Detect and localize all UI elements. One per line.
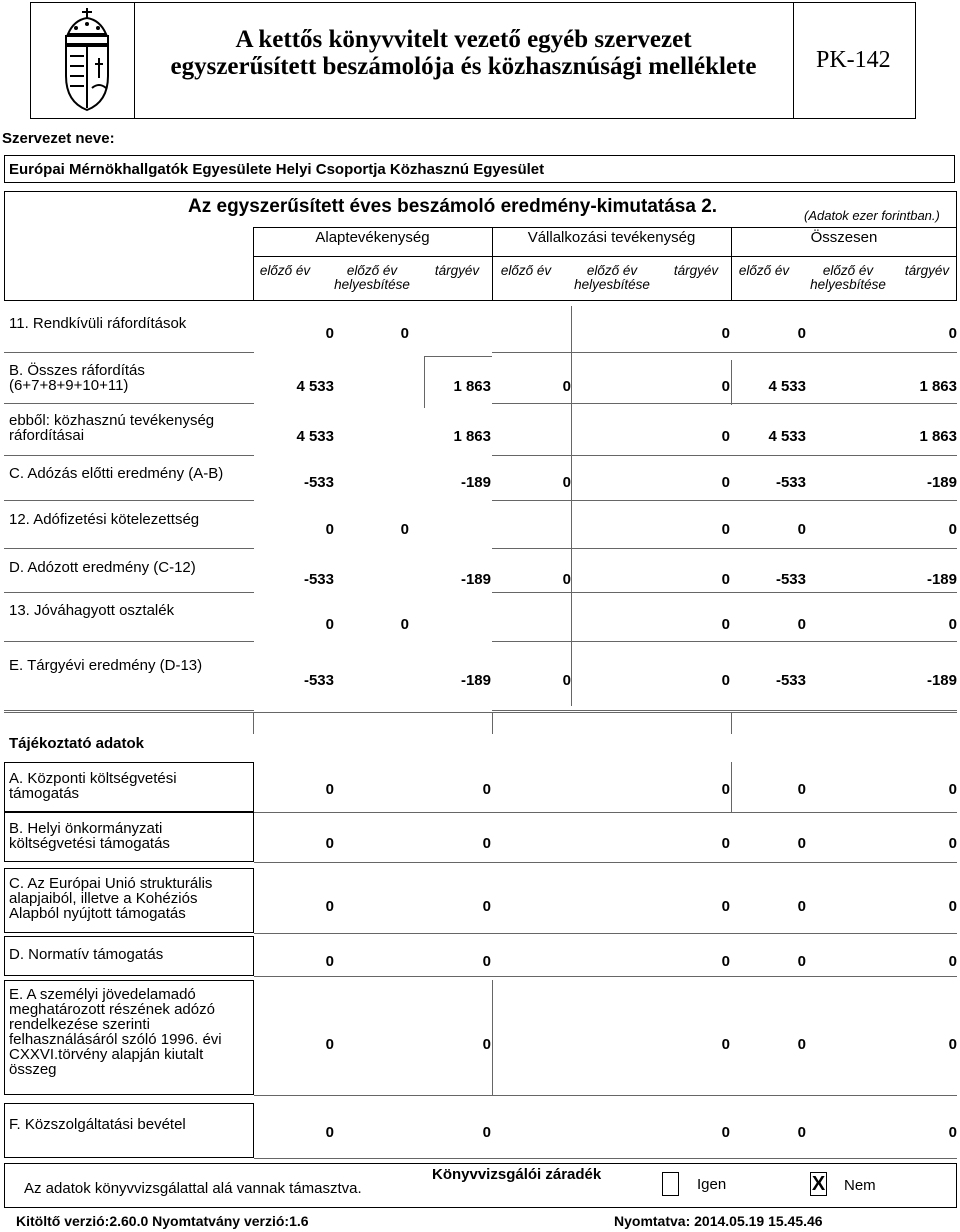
- info-row-value[interactable]: 0: [948, 1124, 957, 1141]
- row-value[interactable]: -533: [303, 672, 334, 689]
- audit-statement: Az adatok könyvvizsgálattal alá vannak támasztva.: [24, 1180, 362, 1197]
- info-row-value[interactable]: 0: [797, 835, 806, 852]
- row-separator: [4, 403, 254, 404]
- group-osszesen: Összesen: [810, 229, 878, 246]
- row-separator: [4, 548, 254, 549]
- info-row-value[interactable]: 0: [482, 781, 491, 798]
- row-value[interactable]: 0: [948, 521, 957, 538]
- info-row-value[interactable]: 0: [797, 1036, 806, 1053]
- col-curr-1: tárgyév: [434, 263, 480, 278]
- info-row-value[interactable]: 0: [797, 898, 806, 915]
- row-value[interactable]: 0: [948, 325, 957, 342]
- row-separator: [4, 641, 254, 642]
- checkbox-igen[interactable]: [662, 1172, 679, 1196]
- info-row-label: B. Helyi önkormányzati költségvetési támogatás: [9, 820, 170, 852]
- row-value[interactable]: -533: [775, 571, 806, 588]
- row-value[interactable]: 0: [325, 521, 334, 538]
- row-value[interactable]: 0: [797, 325, 806, 342]
- row-value[interactable]: 0: [721, 378, 730, 395]
- row-value[interactable]: -189: [926, 571, 957, 588]
- row-value[interactable]: 0: [948, 616, 957, 633]
- col-curr-3: tárgyév: [904, 263, 950, 278]
- group-alaptevekenyseg: Alaptevékenység: [315, 229, 430, 246]
- info-row-value[interactable]: 0: [948, 1036, 957, 1053]
- info-row-value[interactable]: 0: [797, 1124, 806, 1141]
- audit-title: Könyvvizsgálói záradék: [432, 1166, 602, 1183]
- row-value[interactable]: 0: [562, 672, 571, 689]
- info-row-value[interactable]: 0: [325, 953, 334, 970]
- row-value[interactable]: 4 533: [768, 428, 806, 445]
- row-value[interactable]: -189: [460, 672, 491, 689]
- info-row-value[interactable]: 0: [948, 898, 957, 915]
- info-row-value[interactable]: 0: [482, 953, 491, 970]
- info-row-separator: [254, 933, 957, 934]
- x-mark-icon: X: [811, 1173, 826, 1195]
- info-row-value[interactable]: 0: [721, 835, 730, 852]
- row-value[interactable]: 0: [797, 616, 806, 633]
- footer-version: Kitöltő verzió:2.60.0 Nyomtatvány verzió:1.6: [16, 1213, 309, 1229]
- col-prev-2: előző év: [500, 263, 552, 278]
- row-value[interactable]: 0: [562, 571, 571, 588]
- info-row-value[interactable]: 0: [482, 1036, 491, 1053]
- col-corr-1: előző év helyesbítése: [334, 263, 410, 292]
- row-separator: [492, 548, 957, 549]
- row-value[interactable]: 0: [721, 571, 730, 588]
- row-value[interactable]: 0: [721, 325, 730, 342]
- row-value[interactable]: 0: [325, 325, 334, 342]
- unit-note: (Adatok ezer forintban.): [804, 208, 940, 223]
- row-value[interactable]: 0: [721, 672, 730, 689]
- info-row-value[interactable]: 0: [797, 781, 806, 798]
- row-value[interactable]: 0: [400, 521, 409, 538]
- row-value[interactable]: 4 533: [296, 428, 334, 445]
- section-title: Az egyszerűsített éves beszámoló eredmény-kimutatása 2.: [188, 196, 718, 217]
- row-label: 12. Adófizetési kötelezettség: [9, 511, 200, 528]
- row-separator: [492, 500, 957, 501]
- info-row-value[interactable]: 0: [948, 781, 957, 798]
- form-title-line2: egyszerűsített beszámolója és közhasznúsági melléklete: [170, 53, 757, 80]
- info-row-separator: [254, 862, 957, 863]
- info-row-label: A. Központi költségvetési támogatás: [9, 770, 177, 802]
- nem-label: Nem: [844, 1177, 876, 1194]
- footer-printed: Nyomtatva: 2014.05.19 15.45.46: [614, 1213, 823, 1229]
- col-prev-1: előző év: [259, 263, 311, 278]
- info-row-value[interactable]: 0: [325, 1124, 334, 1141]
- row-separator: [492, 710, 957, 711]
- info-title: Tájékoztató adatok: [9, 735, 145, 752]
- info-row-label: D. Normatív támogatás: [9, 946, 164, 963]
- row-label: ebből: közhasznú tevékenység ráfordításai: [9, 412, 215, 444]
- row-value[interactable]: 0: [797, 521, 806, 538]
- info-row-label: E. A személyi jövedelamadó meghatározott részének adózó rendelkezése szerinti felhasználásáról szóló 1996. évi CXXVI.törvény alapján kiutalt összeg: [9, 986, 222, 1078]
- row-value[interactable]: 0: [721, 616, 730, 633]
- org-name: Európai Mérnökhallgatók Egyesülete Helyi Csoportja Közhasznú Egyesület: [9, 161, 545, 178]
- form-title: [136, 26, 791, 80]
- info-row-label: C. Az Európai Unió strukturális alapjaiból, illetve a Kohéziós Alapból nyújtott támogatás: [9, 875, 213, 922]
- row-label: 13. Jóváhagyott osztalék: [9, 602, 175, 619]
- row-separator: [492, 455, 957, 456]
- row-value[interactable]: 1 863: [919, 378, 957, 395]
- group-vallalkozasi: Vállalkozási tevékenység: [527, 229, 696, 246]
- row-value[interactable]: -533: [303, 474, 334, 491]
- row-value[interactable]: 1 863: [453, 378, 491, 395]
- row-separator: [492, 403, 957, 404]
- info-row-value[interactable]: 0: [482, 898, 491, 915]
- info-row-value[interactable]: 0: [948, 835, 957, 852]
- row-value[interactable]: -533: [303, 571, 334, 588]
- row-separator: [4, 710, 254, 711]
- row-label: 11. Rendkívüli ráfordítások: [9, 315, 187, 332]
- info-row-value[interactable]: 0: [325, 835, 334, 852]
- row-value[interactable]: 4 533: [768, 378, 806, 395]
- row-value[interactable]: 0: [562, 474, 571, 491]
- info-row-separator: [254, 1158, 957, 1159]
- info-row-value[interactable]: 0: [721, 1124, 730, 1141]
- col-corr-2: előző év helyesbítése: [574, 263, 650, 292]
- info-row-label: F. Közszolgáltatási bevétel: [9, 1116, 186, 1133]
- row-label: E. Tárgyévi eredmény (D-13): [9, 657, 203, 674]
- row-value[interactable]: 0: [325, 616, 334, 633]
- info-row-value[interactable]: 0: [325, 781, 334, 798]
- row-value[interactable]: -189: [926, 474, 957, 491]
- info-row-value[interactable]: 0: [721, 1036, 730, 1053]
- info-row-value[interactable]: 0: [721, 781, 730, 798]
- row-value[interactable]: 0: [562, 378, 571, 395]
- info-row-separator: [254, 812, 957, 813]
- row-separator: [492, 352, 957, 353]
- hungarian-coat-of-arms-icon: [56, 4, 118, 116]
- row-separator: [4, 352, 254, 353]
- info-row-value[interactable]: 0: [721, 953, 730, 970]
- row-separator: [492, 592, 957, 593]
- col-corr-3: előző év helyesbítése: [810, 263, 886, 292]
- info-row-separator: [254, 976, 957, 977]
- row-separator: [4, 455, 254, 456]
- row-label: B. Összes ráfordítás (6+7+8+9+10+11): [9, 362, 145, 394]
- igen-label: Igen: [697, 1176, 727, 1193]
- row-value[interactable]: -189: [460, 474, 491, 491]
- row-value[interactable]: 0: [400, 616, 409, 633]
- form-code: PK-142: [816, 47, 891, 73]
- row-separator: [4, 592, 254, 593]
- col-curr-2: tárgyév: [673, 263, 719, 278]
- info-row-separator: [254, 1095, 957, 1096]
- row-value[interactable]: 1 863: [919, 428, 957, 445]
- row-value[interactable]: 0: [721, 521, 730, 538]
- row-value[interactable]: -189: [926, 672, 957, 689]
- info-row-value[interactable]: 0: [948, 953, 957, 970]
- row-label: D. Adózott eredmény (C-12): [9, 559, 196, 576]
- row-value[interactable]: -533: [775, 672, 806, 689]
- row-value[interactable]: 4 533: [296, 378, 334, 395]
- info-row-value[interactable]: 0: [482, 1124, 491, 1141]
- row-value[interactable]: 0: [721, 428, 730, 445]
- row-value[interactable]: -189: [460, 571, 491, 588]
- row-value[interactable]: 0: [721, 474, 730, 491]
- row-separator: [4, 500, 254, 501]
- info-row-value[interactable]: 0: [482, 835, 491, 852]
- row-label: C. Adózás előtti eredmény (A-B): [9, 465, 224, 482]
- row-value[interactable]: 1 863: [453, 428, 491, 445]
- row-value[interactable]: 0: [400, 325, 409, 342]
- info-row-value[interactable]: 0: [721, 898, 730, 915]
- checkbox-nem[interactable]: [810, 1172, 827, 1196]
- org-label: Szervezet neve:: [2, 130, 115, 147]
- info-row-value[interactable]: 0: [325, 1036, 334, 1053]
- row-value[interactable]: -533: [775, 474, 806, 491]
- info-row-value[interactable]: 0: [797, 953, 806, 970]
- info-row-value[interactable]: 0: [325, 898, 334, 915]
- col-prev-3: előző év: [738, 263, 790, 278]
- form-title-line1: A kettős könyvvitelt vezető egyéb szervezet: [235, 26, 692, 53]
- row-separator: [492, 641, 957, 642]
